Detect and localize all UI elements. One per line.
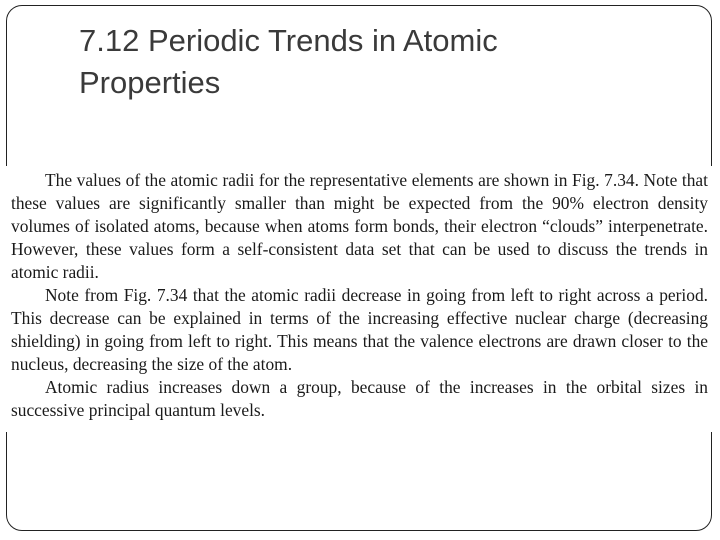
paragraph-group-trend: Atomic radius increases down a group, because of the increases in the orbital sizes in successive principal quantum levels. [11,377,708,420]
slide-title [79,20,679,104]
slide-title-line-2: Properties [79,65,221,100]
textbook-excerpt [0,166,720,432]
slide-title-line-1: 7.12 Periodic Trends in Atomic [79,23,498,58]
paragraph-period-trend: Note from Fig. 7.34 that the atomic radii decrease in going from left to right across a period. This decrease can be explained in terms of the increasing effective nuclear charge (decreasing shielding) in going from left to right. This means that the valence electrons are drawn closer to the nucleus, decreasing the size of the atom. [11,285,708,374]
paragraph-atomic-radii-values: The values of the atomic radii for the representative elements are shown in Fig. 7.34. Note that these values are significantly smaller than might be expected from the 90% electron density volumes of isolated atoms, because when atoms form bonds, their electron “clouds” interpenetrate. However, these values form a self-consistent data set that can be used to discuss the trends in atomic radii. [11,170,708,282]
